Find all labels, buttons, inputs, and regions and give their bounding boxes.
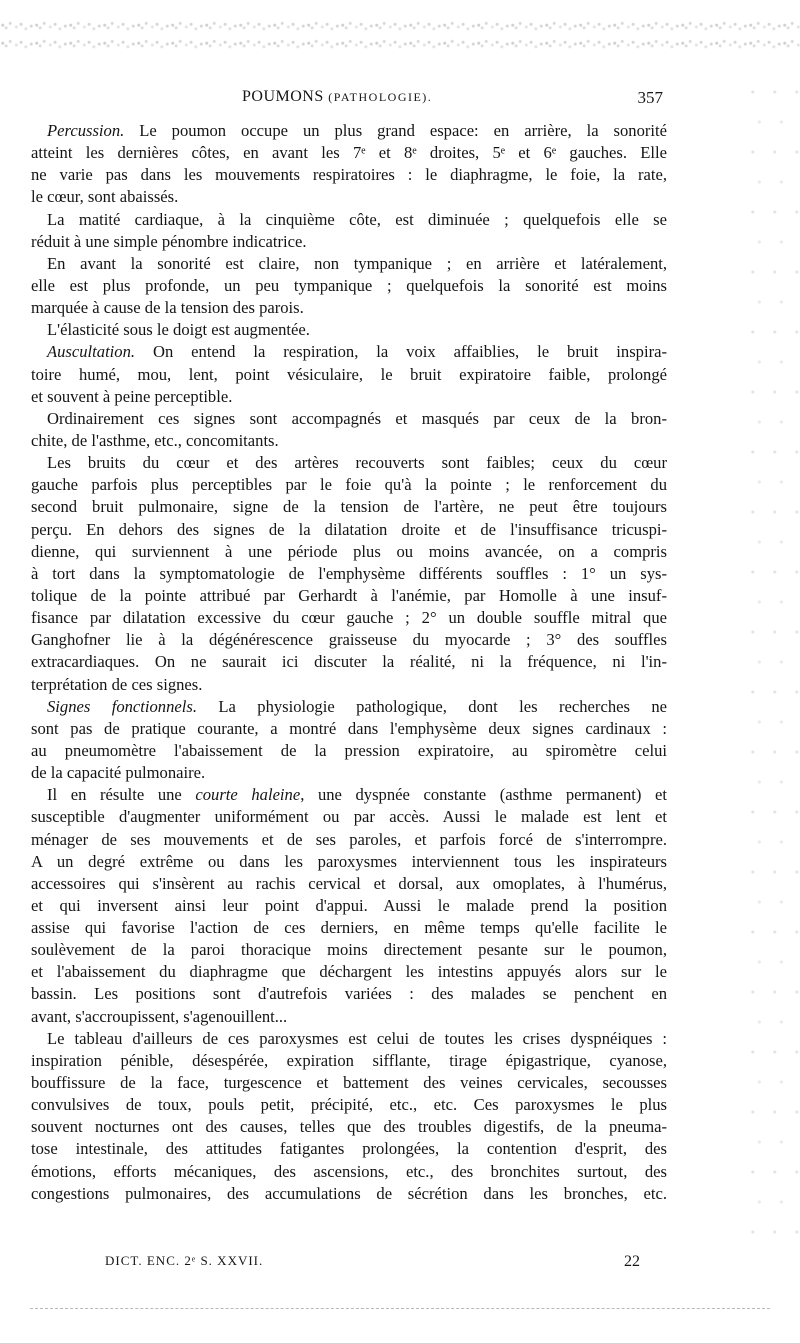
text-line: [31, 231, 667, 253]
running-head-subtitle: (PATHOLOGIE).: [328, 90, 433, 104]
text-line: [31, 895, 667, 917]
text-line: [31, 209, 667, 231]
text-line: [31, 983, 667, 1005]
text-line: [31, 186, 667, 208]
text-line: [31, 939, 667, 961]
text-line: [31, 297, 667, 319]
text-run: ménager de ses mouvements et de ses paroles, et parfois forcé de s'interrompre.: [31, 829, 667, 849]
text-line: [31, 408, 667, 430]
text-run: Le tableau d'ailleurs de ces paroxysmes est celui de toutes les crises dyspnéiques :: [47, 1028, 667, 1048]
text-run: susceptible d'augmenter uniformément ou par accès. Aussi le malade est lent et: [31, 807, 667, 827]
text-run: bouffissure de la face, turgescence et battement des veines cervicales, secousses: [31, 1073, 667, 1093]
text-run: Le poumon occupe un plus grand espace: en arrière, la sonorité: [124, 121, 667, 140]
text-run: avant, s'accroupissent, s'agenouillent...: [31, 1006, 288, 1026]
text-line: [31, 740, 667, 762]
italic-run: courte haleine: [195, 785, 301, 805]
text-run: atteint les dernières côtes, en avant les 7ᵉ et 8ᵉ droites, 5ᵉ et 6ᵉ gauches. Elle: [31, 143, 667, 163]
text-line: [31, 762, 667, 784]
text-run: La matité cardiaque, à la cinquième côte, est diminuée ; quelquefois elle se: [47, 209, 667, 229]
text-line: [31, 585, 667, 607]
text-run: tose intestinale, des attitudes fatigantes prolongées, la contention d'esprit, des: [31, 1139, 667, 1159]
text-run: tolique de la pointe attribué par Gerhardt à l'anémie, par Homolle à une insuf-: [31, 585, 667, 605]
text-run: L'élasticité sous le doigt est augmentée.: [47, 320, 310, 340]
text-run: En avant la sonorité est claire, non tympanique ; en arrière et latéralement,: [47, 253, 667, 273]
text-run: bassin. Les positions sont d'autrefois variées : des malades se penchent en: [31, 984, 667, 1004]
text-line: [31, 674, 667, 696]
text-run: marquée à cause de la tension des parois.: [31, 298, 304, 318]
text-run: assise qui favorise l'action de ces derniers, en même temps qu'elle facilite le: [31, 918, 667, 938]
text-line: [31, 1138, 667, 1160]
page-footer: [105, 1253, 640, 1277]
running-head-main: POUMONS: [242, 88, 324, 105]
text-run: Ordinairement ces signes sont accompagnés et masqués par ceux de la bron-: [47, 408, 667, 428]
text-run: toire humé, mou, lent, point vésiculaire, le bruit expiratoire faible, prolongé: [31, 364, 667, 384]
text-run: La physiologie pathologique, dont les recherches ne: [196, 696, 667, 716]
text-line: [31, 607, 667, 629]
text-run: perçu. En dehors des signes de la dilatation droite et de l'insuffisance tricuspi-: [31, 519, 667, 539]
text-run: convulsives de toux, pouls petit, précipité, etc., etc. Ces paroxysmes le plus: [31, 1095, 667, 1115]
text-line: [31, 253, 667, 275]
italic-run: Percussion.: [47, 121, 125, 140]
text-line: [31, 873, 667, 895]
text-run: extracardiaques. On ne saurait ici discuter la réalité, ni la fréquence, ni l'in-: [31, 652, 667, 672]
text-line: [31, 961, 667, 983]
text-line: [31, 784, 667, 806]
text-line: [31, 452, 667, 474]
italic-run: Auscultation.: [47, 342, 136, 362]
text-line: [31, 629, 667, 651]
text-line: [31, 696, 667, 718]
text-line: [31, 1006, 667, 1028]
text-line: [31, 541, 667, 563]
text-run: elle est plus profonde, un peu tympanique ; quelquefois la sonorité est moins: [31, 275, 667, 295]
text-line: [31, 275, 667, 297]
text-run: réduit à une simple pénombre indicatrice.: [31, 231, 307, 251]
text-line: [31, 1116, 667, 1138]
text-run: de la capacité pulmonaire.: [31, 763, 206, 783]
text-line: [31, 496, 667, 518]
text-run: ne varie pas dans les mouvements respiratoires : le diaphragme, le foie, la rate,: [31, 165, 667, 185]
text-line: [31, 806, 667, 828]
text-run: au pneumomètre l'abaissement de la pression expiratoire, au spiromètre celui: [31, 740, 667, 760]
text-run: A un degré extrême ou dans les paroxysmes interviennent tous les inspirateurs: [31, 851, 667, 871]
text-line: [31, 1161, 667, 1183]
text-run: Ganghofner lie à la dégénérescence graisseuse du myocarde ; 3° des souffles: [31, 630, 667, 650]
footer-sheet-number: 22: [624, 1253, 640, 1270]
text-line: [31, 120, 667, 142]
text-line: [31, 563, 667, 585]
text-line: [31, 430, 667, 452]
text-line: [31, 474, 667, 496]
text-run: Il en résulte une: [47, 785, 196, 805]
text-line: [31, 1094, 667, 1116]
text-run: , une dyspnée constante (asthme permanent) et: [300, 785, 667, 805]
text-line: [31, 386, 667, 408]
text-line: [31, 651, 667, 673]
text-run: accessoires qui s'insèrent au rachis cervical et dorsal, aux omoplates, à l'humérus,: [31, 873, 667, 893]
running-head: [35, 88, 663, 112]
text-line: [31, 1072, 667, 1094]
text-run: terprétation de ces signes.: [31, 674, 203, 694]
footer-signature: DICT. ENC. 2ᵉ S. XXVII.: [105, 1253, 264, 1268]
text-run: congestions pulmonaires, des accumulations de sécrétion dans les bronches, etc.: [31, 1183, 667, 1203]
text-line: [31, 1183, 667, 1205]
running-head-title: [242, 88, 432, 106]
text-line: [31, 851, 667, 873]
text-run: Les bruits du cœur et des artères recouverts sont faibles; ceux du cœur: [47, 453, 667, 473]
text-run: fisance par dilatation excessive du cœur gauche ; 2° un double souffle mitral que: [31, 608, 667, 628]
text-line: [31, 1028, 667, 1050]
page-number: 357: [637, 88, 663, 107]
text-line: [31, 164, 667, 186]
text-line: [31, 319, 667, 341]
text-run: dienne, qui surviennent à une période plus ou moins avancée, on a compris: [31, 541, 667, 561]
text-run: le cœur, sont abaissés.: [31, 187, 179, 207]
text-run: second bruit pulmonaire, signe de la tension de l'artère, ne peut être toujours: [31, 497, 667, 517]
text-run: et souvent à peine perceptible.: [31, 386, 233, 406]
text-line: [31, 364, 667, 386]
text-run: soulèvement de la paroi thoracique moins directement pesante sur le poumon,: [31, 940, 667, 960]
text-run: On entend la respiration, la voix affaiblies, le bruit inspira-: [135, 342, 667, 362]
scan-noise-right-margin: [744, 80, 800, 1260]
text-line: [31, 519, 667, 541]
text-run: et l'abaissement du diaphragme que déchargent les intestins appuyés alors sur le: [31, 962, 667, 982]
text-line: [31, 341, 667, 363]
text-line: [31, 718, 667, 740]
text-line: [31, 1050, 667, 1072]
text-run: chite, de l'asthme, etc., concomitants.: [31, 430, 279, 450]
text-run: gauche parfois plus perceptibles par le foie qu'à la pointe ; le renforcement du: [31, 475, 667, 495]
text-run: et qui inversent ainsi leur point d'appui. Aussi le malade prend la position: [31, 895, 667, 915]
text-run: sont pas de pratique courante, a montré dans l'emphysème deux signes cardinaux :: [31, 718, 667, 738]
text-line: [31, 917, 667, 939]
text-run: émotions, efforts mécaniques, des ascensions, etc., des bronchites surtout, des: [31, 1161, 667, 1181]
text-line: [31, 142, 667, 164]
scan-noise-top: [0, 18, 800, 54]
text-line: [31, 829, 667, 851]
scan-noise-bottom: [30, 1308, 770, 1315]
text-run: à tort dans la symptomatologie de l'emphysème différents souffles : 1° un sys-: [31, 563, 667, 583]
text-run: inspiration pénible, désespérée, expiration sifflante, tirage épigastrique, cyanose,: [31, 1050, 667, 1070]
body-text: [31, 120, 667, 1205]
italic-run: Signes fonctionnels.: [47, 696, 197, 716]
text-run: souvent nocturnes ont des causes, telles que des troubles digestifs, de la pneuma-: [31, 1117, 667, 1137]
